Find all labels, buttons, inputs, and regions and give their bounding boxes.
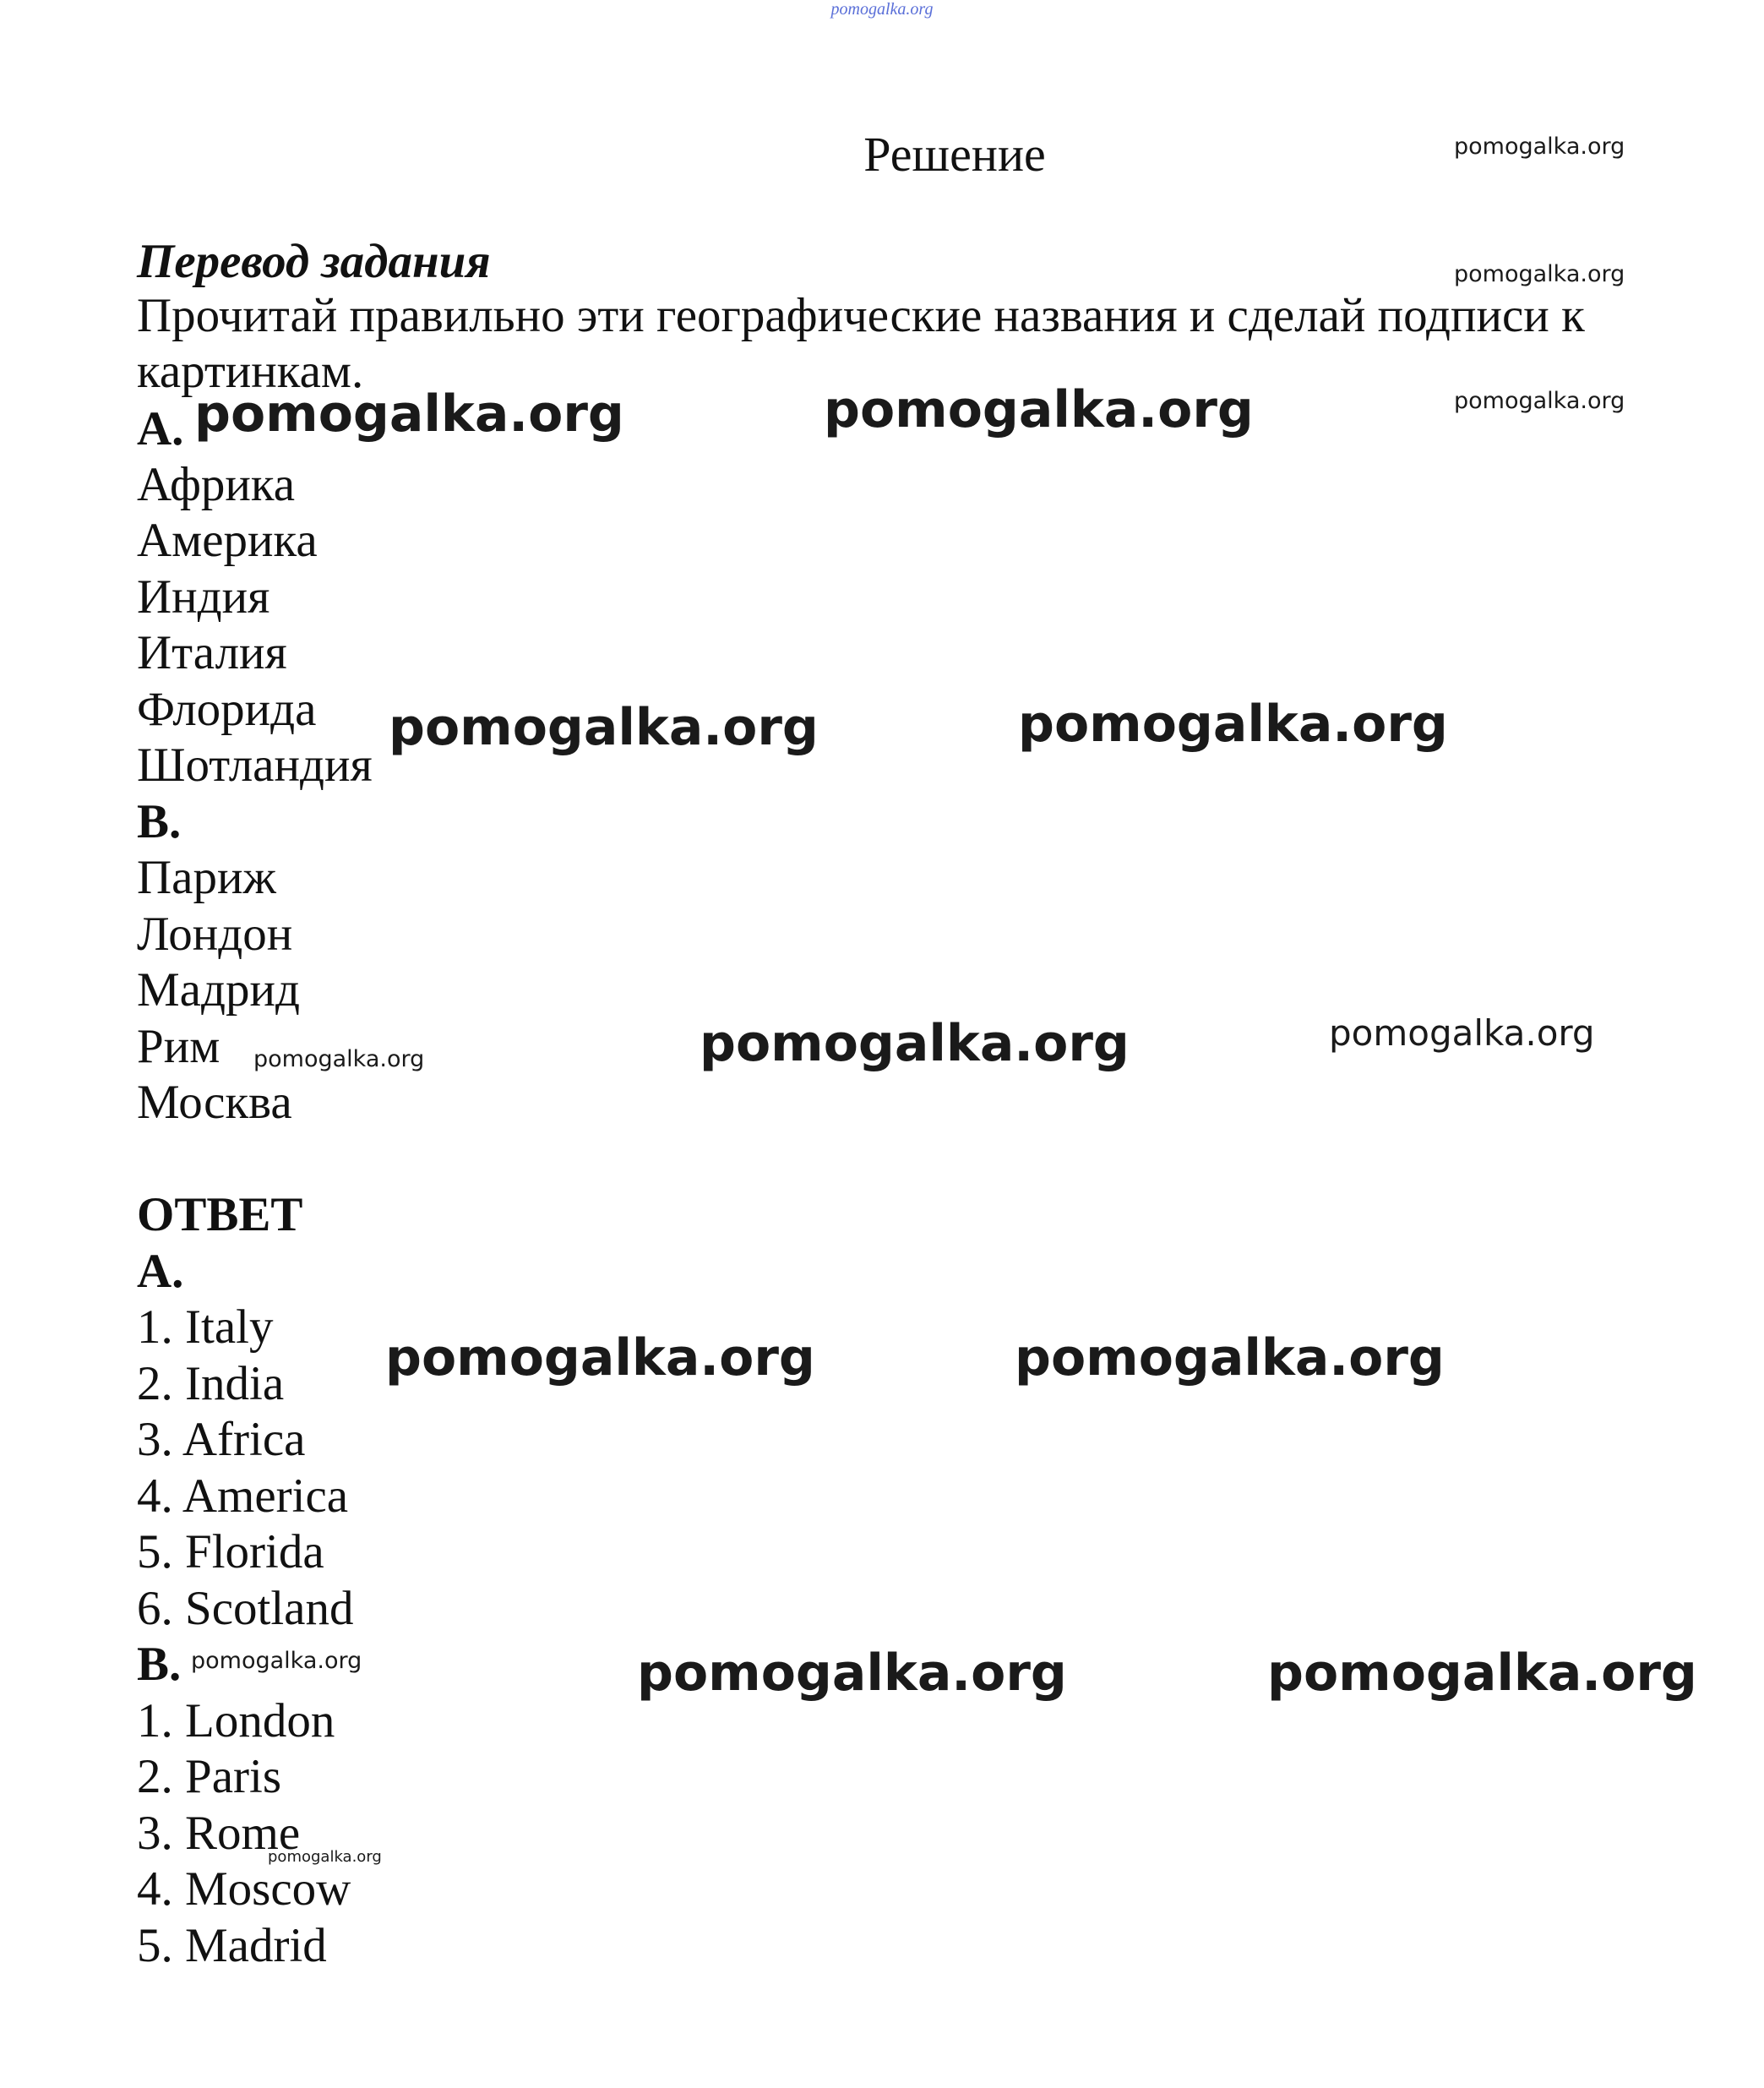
watermark: pomogalka.org	[824, 380, 1254, 439]
answer-a-item: 4. America	[137, 1469, 349, 1523]
answer-heading: ОТВЕТ	[137, 1188, 303, 1241]
translation-part-a-label: A.	[137, 402, 184, 455]
translation-b-item: Мадрид	[137, 963, 300, 1017]
answer-a-item: 6. Scotland	[137, 1582, 354, 1635]
answer-b-item: 3. Rome	[137, 1807, 301, 1860]
translation-a-item: Флорида	[137, 683, 317, 736]
watermark: pomogalka.org	[191, 1648, 362, 1674]
translation-b-item: Лондон	[137, 908, 293, 961]
watermark: pomogalka.org	[1267, 1644, 1697, 1703]
translation-a-item: Италия	[137, 626, 287, 679]
answer-b-item: 4. Moscow	[137, 1862, 351, 1916]
answer-b-item: 2. Paris	[137, 1750, 281, 1803]
watermark: pomogalka.org	[1454, 134, 1625, 160]
translation-b-item: Париж	[137, 851, 276, 904]
answer-b-item: 5. Madrid	[137, 1919, 327, 1972]
answer-part-a-label: A.	[137, 1245, 184, 1298]
page-title: Решение	[863, 127, 1046, 182]
translation-a-item: Индия	[137, 570, 270, 624]
watermark: pomogalka.org	[194, 384, 624, 444]
translation-a-item: Шотландия	[137, 739, 373, 792]
answer-a-item: 2. India	[137, 1357, 285, 1410]
watermark: pomogalka.org	[1454, 388, 1625, 414]
watermark: pomogalka.org	[1015, 1328, 1445, 1387]
translation-a-item: Африка	[137, 458, 296, 511]
translation-b-item: Рим	[137, 1020, 220, 1073]
task-text: Прочитай правильно эти географические названия и сделай подписи к картинкам.	[137, 289, 1585, 398]
watermark: pomogalka.org	[385, 1328, 815, 1387]
watermark: pomogalka.org	[389, 698, 819, 757]
watermark: pomogalka.org	[700, 1014, 1130, 1073]
watermark: pomogalka.org	[1018, 695, 1448, 754]
answer-b-item: 1. London	[137, 1694, 335, 1747]
watermark: pomogalka.org	[637, 1644, 1067, 1703]
answer-a-item: 5. Florida	[137, 1525, 324, 1578]
watermark: pomogalka.org	[268, 1848, 382, 1866]
translation-b-item: Москва	[137, 1076, 292, 1129]
translation-part-b-label: B.	[137, 795, 182, 848]
answer-a-item: 1. Italy	[137, 1300, 274, 1354]
answer-part-b-label: B.	[137, 1638, 182, 1691]
watermark: pomogalka.org	[253, 1046, 425, 1072]
translation-heading: Перевод задания	[137, 235, 491, 288]
translation-a-item: Америка	[137, 514, 318, 567]
watermark: pomogalka.org	[1329, 1012, 1595, 1054]
header-watermark: pomogalka.org	[830, 0, 934, 19]
answer-a-item: 3. Africa	[137, 1413, 306, 1466]
watermark: pomogalka.org	[1454, 261, 1625, 287]
